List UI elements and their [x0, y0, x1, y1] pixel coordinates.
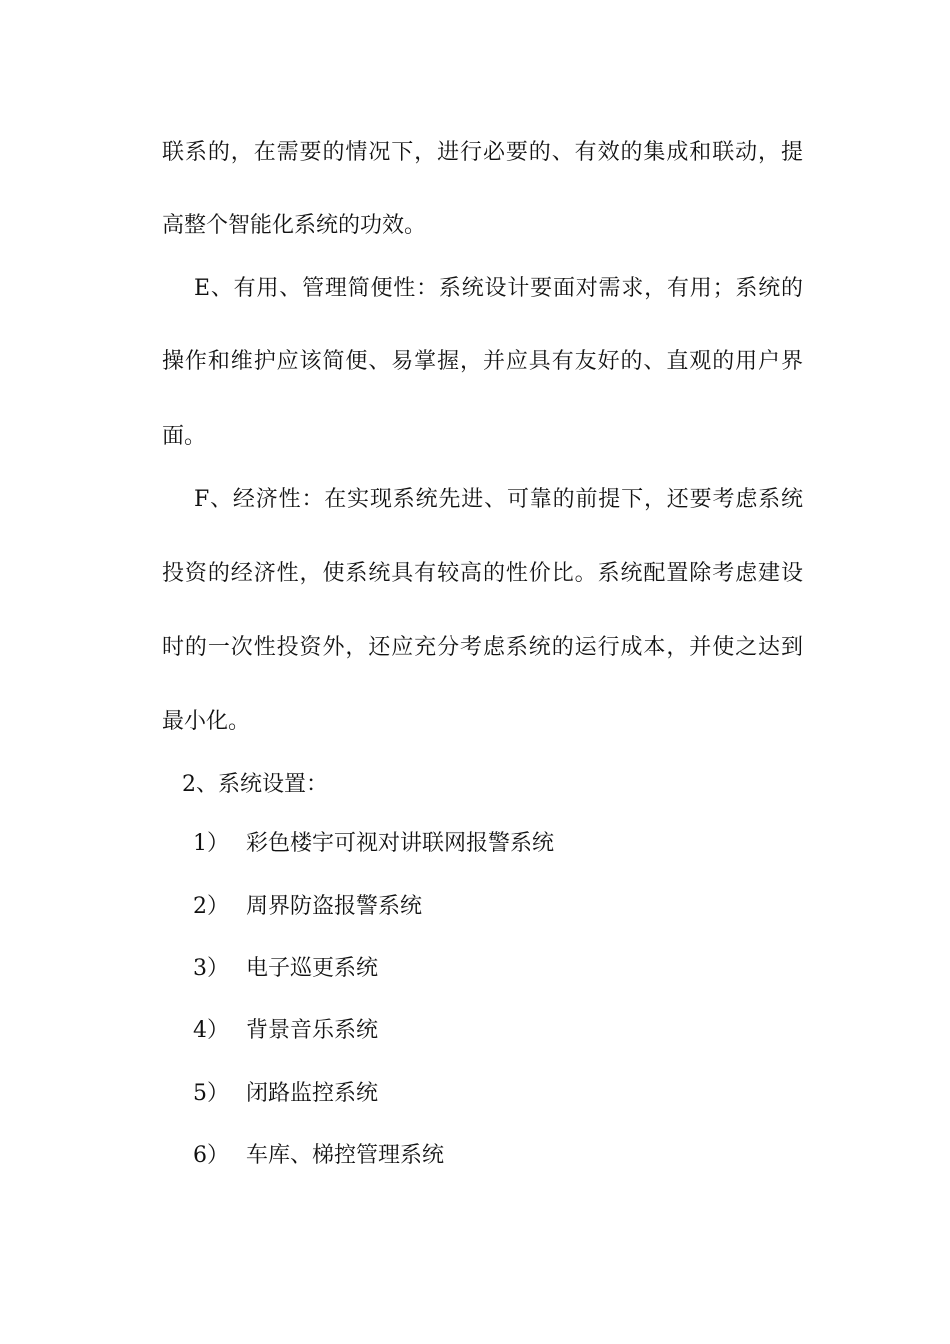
- paragraph-e-line-1: E、有用、管理简便性：系统设计要面对需求，有用；系统的: [194, 276, 803, 301]
- list-item-5-number: 5）: [193, 1081, 229, 1106]
- list-item-5-text: 闭路监控系统: [246, 1081, 379, 1106]
- list-item-3-text: 电子巡更系统: [246, 956, 379, 981]
- list-item-1-text: 彩色楼宇可视对讲联网报警系统: [246, 831, 555, 856]
- paragraph-f-line-1: F、经济性：在实现系统先进、可靠的前提下，还要考虑系统: [194, 487, 803, 512]
- list-item-2-text: 周界防盗报警系统: [246, 894, 423, 919]
- list-item-2-number: 2）: [193, 894, 229, 919]
- paragraph-f-line-3: 时的一次性投资外，还应充分考虑系统的运行成本，并使之达到: [162, 635, 803, 660]
- paragraph-1-line-2: 高整个智能化系统的功效。: [162, 213, 427, 238]
- list-item-3-number: 3）: [193, 956, 229, 981]
- section-heading: 2、系统设置：: [182, 772, 328, 797]
- list-item-1-number: 1）: [193, 831, 229, 856]
- list-item-6-number: 6）: [193, 1143, 229, 1168]
- paragraph-e-line-2: 操作和维护应该简便、易掌握，并应具有友好的、直观的用户界: [162, 349, 803, 374]
- list-item-4-text: 背景音乐系统: [246, 1018, 379, 1043]
- list-item-4-number: 4）: [193, 1018, 229, 1043]
- paragraph-f-line-4: 最小化。: [162, 709, 251, 734]
- list-item-6-text: 车库、梯控管理系统: [246, 1143, 445, 1168]
- paragraph-f-line-2: 投资的经济性，使系统具有较高的性价比。系统配置除考虑建设: [162, 561, 803, 586]
- paragraph-1-line-1: 联系的，在需要的情况下，进行必要的、有效的集成和联动，提: [162, 140, 803, 165]
- paragraph-e-line-3: 面。: [162, 424, 207, 449]
